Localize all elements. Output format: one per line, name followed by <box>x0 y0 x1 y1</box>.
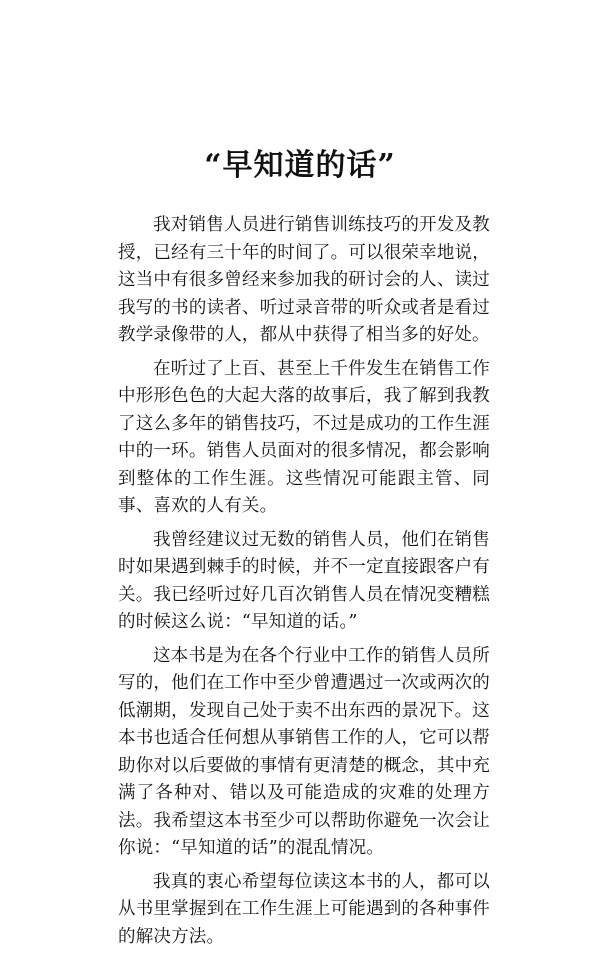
paragraph: 我真的衷心希望每位读这本书的人，都可以从书里掌握到在工作生涯上可能遇到的各种事件的解决方法。 <box>118 871 490 947</box>
paragraph: 我对销售人员进行销售训练技巧的开发及教授，已经有三十年的时间了。可以很荣幸地说，这当中有很多曾经来参加我的研讨会的人、读过我写的书的读者、听过录音带的听众或者是看过教学录像带的人，都从中获得了相当多的好处。 <box>118 215 490 345</box>
chapter-title: “早知道的话” <box>204 148 396 183</box>
paragraph: 这本书是为在各个行业中工作的销售人员所写的，他们在工作中至少曾遭遇过一次或两次的低潮期，发现自己处于卖不出东西的景况下。这本书也适合任何想从事销售工作的人，它可以帮助你对以后要做的事情有更清楚的概念，其中充满了各种对、错以及可能造成的灾难的处理方法。我希望这本书至少可以帮助你避免一次会让你说：“早知道的话”的混乱情况。 <box>118 645 490 858</box>
body-text <box>118 212 490 957</box>
paragraph: 在听过了上百、甚至上千件发生在销售工作中形形色色的大起大落的故事后，我了解到我教了这么多年的销售技巧，不过是成功的工作生涯中的一环。销售人员面对的很多情况，都会影响到整体的工作生涯。这些情况可能跟主管、同事、喜欢的人有关。 <box>118 358 490 516</box>
paragraph: 我曾经建议过无数的销售人员，他们在销售时如果遇到棘手的时候，并不一定直接跟客户有关。我已经听过好几百次销售人员在情况变糟糕的时候这么说：“早知道的话。” <box>118 529 490 632</box>
